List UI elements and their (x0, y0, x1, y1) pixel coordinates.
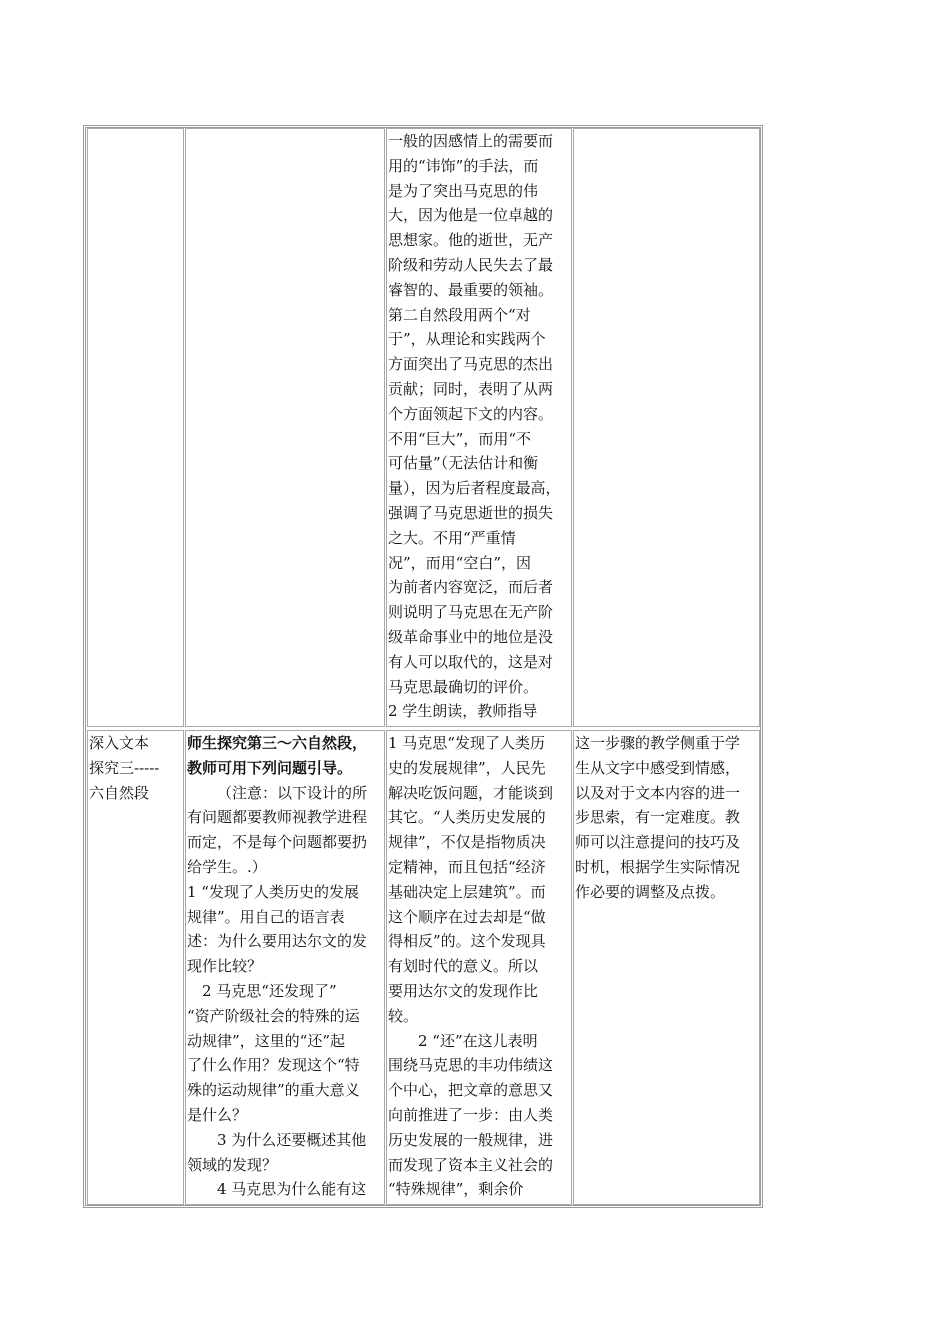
answer-line: 规律”，不仅是指物质决 (388, 833, 546, 852)
text-line: 况”，而用“空白”，因 (388, 553, 532, 572)
answer-line: 向前推进了一步：由人类 (388, 1105, 554, 1124)
text-line: 是为了突出马克思的伟 (388, 181, 539, 200)
answer-line: “特殊规律”，剩余价 (388, 1180, 524, 1199)
answer-line: 历史发展的一般规律，进 (388, 1130, 554, 1149)
row1-content-text (387, 129, 571, 724)
note-line: 时机，根据学生实际情况 (575, 857, 741, 876)
question-line: “资产阶级社会的特殊的运 (187, 1006, 360, 1025)
row1-activity-cell (185, 128, 385, 727)
answer-text (387, 731, 571, 1202)
text-line: 有人可以取代的，这是对 (388, 652, 554, 671)
question-line: 3 为什么还要概述其他 (217, 1130, 367, 1149)
text-line: 六自然段 (89, 783, 150, 802)
question-line: 动规律”，这里的“还”起 (187, 1031, 346, 1050)
text-line: 2 学生朗读，教师指导 (388, 702, 538, 721)
row1-content-cell (386, 128, 572, 727)
answer-line: 1 马克思“发现了人类历 (388, 734, 545, 752)
question-line: 2 马克思“还发现了” (202, 981, 337, 1000)
stage-label (88, 731, 183, 805)
row2-stage-cell (87, 730, 184, 1205)
text-line: 为前者内容宽泛，而后者 (388, 578, 554, 597)
text-line: 探究三----- (89, 758, 160, 777)
text-line: 于”，从理论和实践两个 (388, 330, 546, 349)
question-line: 述：为什么要用达尔文的发 (187, 932, 368, 951)
note-line: 步思索，有一定难度。教 (575, 808, 741, 827)
note-line: 作必要的调整及点拨。 (575, 882, 726, 901)
text-line: 则说明了马克思在无产阶 (388, 603, 554, 622)
text-line: 思想家。他的逝世，无产 (388, 231, 554, 250)
question-line: 现作比较？ (187, 957, 263, 976)
note-line: 而定，不是每个问题都要扔 (187, 833, 368, 852)
answer-line: 其它。“人类历史发展的 (388, 808, 546, 827)
text-line: 量），因为后者程度最高， (388, 479, 561, 498)
question-line: 殊的运动规律”的重大意义 (187, 1081, 360, 1100)
note-line: （注意：以下设计的所 (217, 783, 368, 802)
activity-heading: 师生探究第三～六自然段， (187, 734, 368, 752)
text-line: 深入文本 (89, 734, 150, 752)
answer-line: 而发现了资本主义社会的 (388, 1155, 554, 1174)
row1-notes-cell (573, 128, 760, 727)
note-line: 以及对于文本内容的进一 (575, 783, 741, 802)
text-line: 不用“巨大”，而用“不 (388, 429, 532, 448)
answer-line: 围绕马克思的丰功伟绩这 (388, 1056, 554, 1075)
text-line: 方面突出了马克思的杰出 (388, 355, 554, 374)
question-line: 4 马克思为什么能有这 (217, 1180, 367, 1199)
text-line: 大，因为他是一位卓越的 (388, 206, 554, 225)
answer-line: 较。 (388, 1006, 419, 1025)
design-note (574, 731, 759, 905)
note-line: 生从文字中感受到情感， (575, 758, 741, 777)
text-line: 马克思最确切的评价。 (388, 677, 539, 696)
question-line: 1 “发现了人类历史的发展 (187, 882, 359, 901)
row1-stage-cell (87, 128, 184, 727)
answer-line: 解决吃饭问题，才能谈到 (388, 783, 554, 802)
text-line: 睿智的、最重要的领袖。 (388, 280, 554, 299)
answer-line: 定精神，而且包括“经济 (388, 857, 546, 876)
row2-content-cell (386, 730, 572, 1205)
text-line: 贡献；同时，表明了从两 (388, 379, 554, 398)
answer-line: 得相反”的。这个发现具 (388, 932, 546, 951)
answer-line: 个中心，把文章的意思又 (388, 1081, 554, 1100)
text-line: 阶级和劳动人民失去了最 (388, 255, 554, 274)
note-line: 给学生。.） (187, 857, 267, 876)
answer-line: 有划时代的意义。所以 (388, 957, 539, 976)
answer-line: 史的发展规律”，人民先 (388, 758, 546, 777)
activity-heading: 教师可用下列问题引导。 (187, 758, 353, 777)
answer-line: 基础决定上层建筑”。而 (388, 882, 546, 901)
row2-notes-cell (573, 730, 760, 1205)
text-line: 一般的因感情上的需要而 (388, 132, 554, 150)
answer-line: 2 “还”在这儿表明 (418, 1031, 538, 1050)
answer-line: 要用达尔文的发现作比 (388, 981, 539, 1000)
note-line: 有问题都要教师视教学进程 (187, 808, 368, 827)
text-line: 个方面领起下文的内容。 (388, 404, 554, 423)
text-line: 可估量”（无法估计和衡 (388, 454, 539, 473)
question-line: 是什么？ (187, 1105, 248, 1124)
activity-text (186, 731, 384, 1202)
question-line: 了什么作用？发现这个“特 (187, 1056, 360, 1075)
row2-activity-cell (185, 730, 385, 1205)
question-line: 规律”。用自己的语言表 (187, 907, 345, 926)
text-line: 用的“讳饰”的手法，而 (388, 156, 539, 175)
text-line: 第二自然段用两个“对 (388, 305, 531, 324)
answer-line: 这个顺序在过去却是“做 (388, 907, 546, 926)
note-line: 这一步骤的教学侧重于学 (575, 734, 741, 752)
text-line: 级革命事业中的地位是没 (388, 627, 554, 646)
note-line: 师可以注意提问的技巧及 (575, 833, 741, 852)
text-line: 之大。不用“严重情 (388, 528, 516, 547)
question-line: 领域的发现？ (187, 1155, 278, 1174)
text-line: 强调了马克思逝世的损失 (388, 503, 554, 522)
